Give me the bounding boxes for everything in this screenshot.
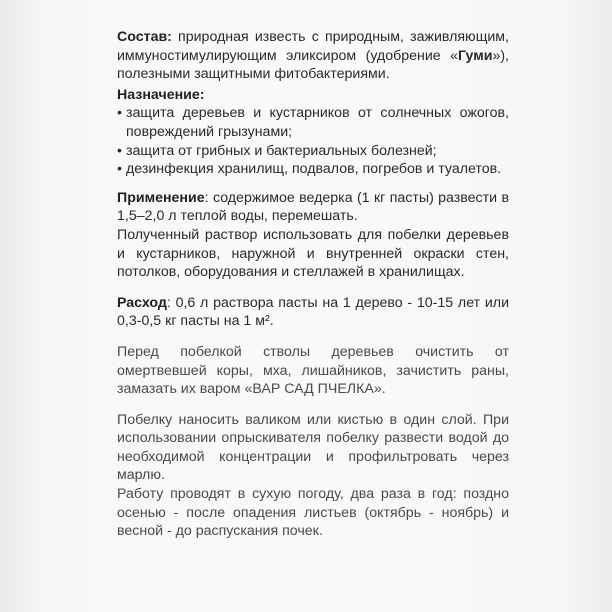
composition-text-1: природная известь с природным, заживляющим, иммуностимулирующим эликсиром (удобрение «	[117, 29, 509, 64]
purpose-list	[117, 104, 509, 178]
application-section	[117, 189, 509, 226]
consumption-section	[117, 294, 509, 331]
application-method-paragraph: Побелку наносить валиком или кистью в один слой. При использовании опрыскивателя побелку развести водой до необходимой концентрации и профильтровать через марлю.	[117, 411, 509, 484]
composition-text-2: »), полезными защитными фитобактериями.	[117, 47, 509, 83]
application-label: Применение	[117, 189, 205, 206]
composition-brand: Гуми	[458, 47, 493, 64]
purpose-item: • защита от грибных и бактериальных болезней;	[117, 142, 509, 161]
composition-label: Состав:	[117, 29, 172, 45]
preparation-paragraph: Перед побелкой стволы деревьев очистить от омертвевшей коры, мха, лишайников, зачистить раны, замазать их варом «ВАР САД ПЧЕЛКА».	[117, 343, 509, 398]
consumption-text: : 0,6 л раствора пасты на 1 дерево - 10-15 лет или 0,3-0,5 кг пасты на 1 м².	[117, 294, 509, 330]
purpose-item: • защита деревьев и кустарников от солнечных ожогов, повреждений грызунами;	[117, 104, 509, 141]
application-usage: Полученный раствор использовать для побелки деревьев и кустарников, наружной и внутренней окраски стен, потолков, оборудования и стеллажей в хранилищах.	[117, 226, 509, 281]
consumption-label: Расход	[117, 294, 167, 311]
purpose-label: Назначение:	[117, 86, 205, 103]
purpose-item: • дезинфекция хранилищ, подвалов, погребов и туалетов.	[117, 160, 509, 179]
composition-section	[117, 28, 509, 84]
instruction-text	[117, 28, 509, 541]
timing-paragraph: Работу проводят в сухую погоду, два раза в год: поздно осенью - после опадения листьев (октябрь - ноябрь) и весной - до распускания почек.	[117, 486, 509, 540]
application-text: : содержимое ведерка (1 кг пасты) развести в 1,5–2,0 л теплой воды, перемешать.	[117, 189, 509, 225]
